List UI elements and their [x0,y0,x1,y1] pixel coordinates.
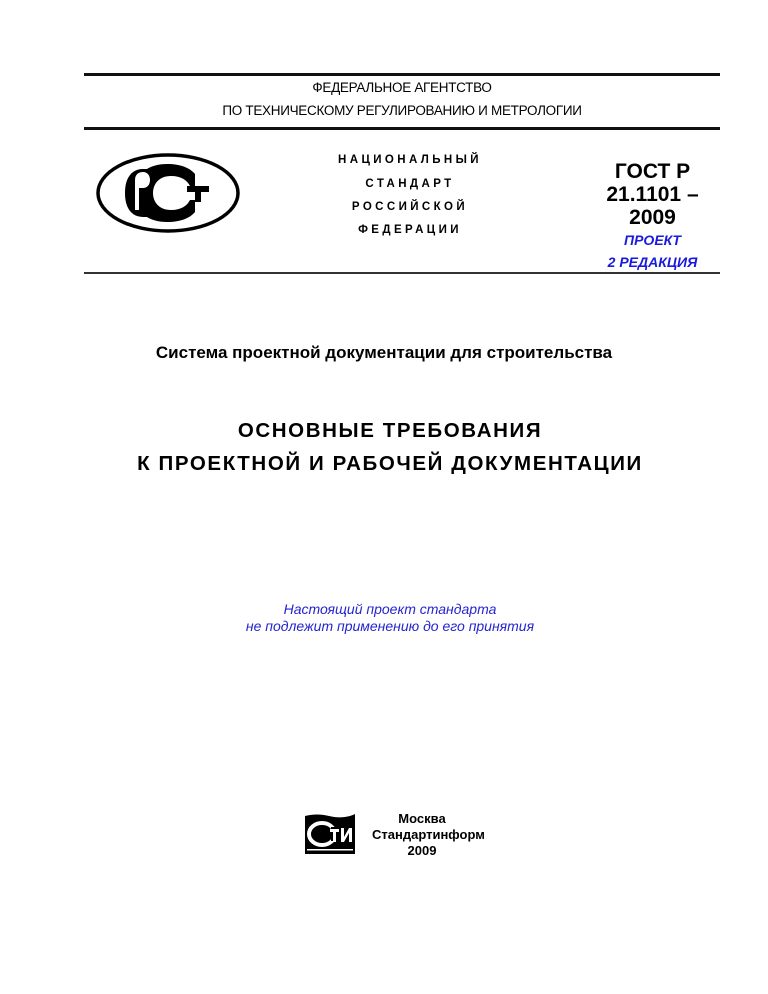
top-rule [84,73,720,76]
agency-line-1: ФЕДЕРАЛЬНОЕ АГЕНТСТВО [312,80,492,95]
header-rule [84,127,720,130]
standartinform-logo-icon [303,812,359,856]
rst-logo-icon [95,152,241,234]
designation-line-1: ГОСТ Р [614,160,691,183]
national-standard-line-3: РОССИЙСКОЙ [351,201,469,213]
document-series: Система проектной документации для строительства [155,343,613,362]
notice-line-1: Настоящий проект стандарта [283,601,497,617]
publisher-year: 2009 [407,843,437,858]
notice-line-2: не подлежит применению до его принятия [245,618,535,634]
edition-label: 2 РЕДАКЦИЯ [607,254,698,270]
national-standard-line-1: НАЦИОНАЛЬНЫЙ [338,154,482,166]
designation-line-2: 21.1101 – [606,183,699,206]
publisher-city: Москва [398,811,446,826]
designation-line-3: 2009 [629,206,676,229]
agency-line-2: ПО ТЕХНИЧЕСКОМУ РЕГУЛИРОВАНИЮ И МЕТРОЛОГИИ [222,103,582,118]
designation-rule [84,272,720,274]
national-standard-line-4: ФЕДЕРАЦИИ [358,224,462,236]
draft-status: ПРОЕКТ [624,232,681,248]
national-standard-line-2: СТАНДАРТ [365,178,455,190]
publisher-name: Стандартинформ [372,827,485,842]
title-line-1: ОСНОВНЫЕ ТРЕБОВАНИЯ [237,419,543,442]
title-line-2: К ПРОЕКТНОЙ И РАБОЧЕЙ ДОКУМЕНТАЦИИ [137,452,643,475]
